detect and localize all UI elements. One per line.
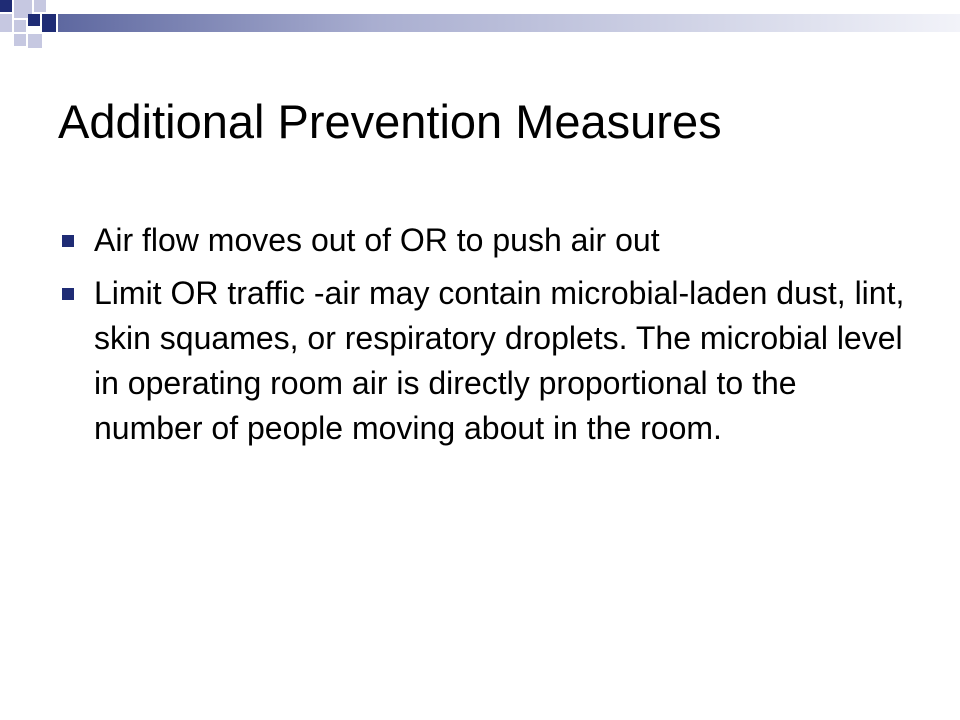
square-bullet-icon (62, 235, 74, 247)
list-item (62, 218, 912, 263)
square-bullet-icon (62, 288, 74, 300)
header-decoration (0, 0, 960, 60)
header-gradient-bar (58, 14, 960, 32)
bullet-text: Limit OR traffic -air may contain microbial-laden dust, lint, skin squames, or respiratory droplets. The microbial level in operating room air is directly proportional to the number of people moving about in the room. (94, 275, 905, 446)
bullet-list (62, 218, 912, 459)
bullet-text: Air flow moves out of OR to push air out (94, 222, 660, 258)
slide-title: Additional Prevention Measures (58, 95, 722, 148)
checkered-squares-icon (0, 0, 56, 48)
list-item (62, 271, 912, 451)
